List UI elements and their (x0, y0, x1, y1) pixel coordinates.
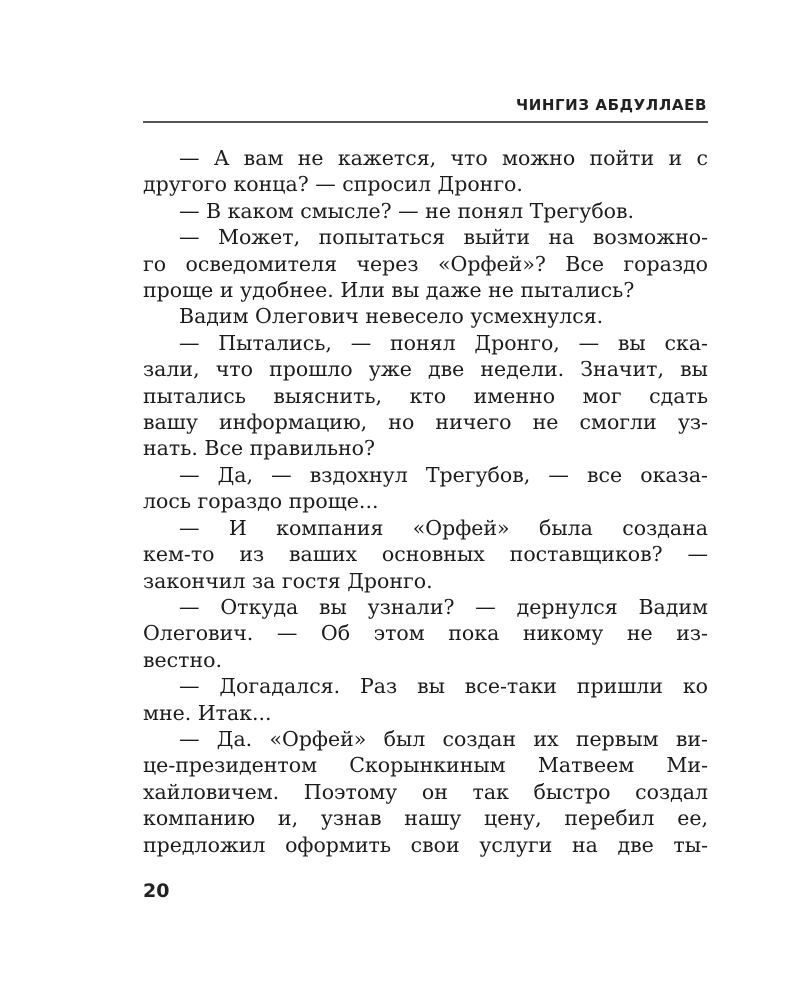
text-line: — В каком смысле? — не понял Трегубов. (179, 198, 635, 223)
body-text (143, 145, 708, 858)
text-line: лось гораздо проще... (143, 489, 379, 514)
text-line: компанию и, узнав нашу цену, перебил ее, (143, 806, 708, 831)
text-line: — И компания «Орфей» была создана (179, 515, 708, 540)
text-line: хайловичем. Поэтому он так быстро создал (143, 779, 708, 804)
text-line: це-президентом Скорынкиным Матвеем Ми- (143, 753, 708, 778)
text-line: — Откуда вы узнали? — дернулся Вадим (179, 594, 708, 619)
text-line: вестно. (143, 647, 223, 672)
text-line: мне. Итак... (143, 700, 272, 725)
text-line: — Да. «Орфей» был создан их первым ви- (179, 726, 708, 751)
text-line: — А вам не кажется, что можно пойти и с (179, 146, 708, 170)
text-line: кем-то из ваших основных поставщиков? — (143, 542, 708, 567)
header-divider (143, 121, 708, 123)
text-line: вашу информацию, но ничего не смогли уз- (143, 410, 708, 435)
text-line: зали, что прошло уже две недели. Значит, вы (143, 357, 708, 382)
text-line: предложил оформить свои услуги на две ты- (143, 832, 708, 857)
text-line: пытались выяснить, кто именно мог сдать (143, 383, 708, 408)
text-line: закончил за гостя Дронго. (143, 568, 433, 593)
text-line: Олегович. — Об этом пока никому не из- (143, 621, 708, 646)
text-line: — Да, — вздохнул Трегубов, — все оказа- (179, 462, 708, 487)
text-line: нать. Все правильно? (143, 436, 376, 461)
text-line: проще и удобнее. Или вы даже не пытались? (143, 278, 635, 303)
text-line: — Может, попытаться выйти на возможно- (179, 225, 708, 250)
running-header-author: ЧИНГИЗ АБДУЛЛАЕВ (516, 96, 707, 114)
text-line: го осведомителя через «Орфей»? Все гораздо (143, 251, 708, 276)
page-number: 20 (143, 880, 170, 902)
text-line: — Догадался. Раз вы все-таки пришли ко (179, 674, 708, 699)
text-line: другого конца? — спросил Дронго. (143, 172, 523, 197)
text-line: Вадим Олегович невесело усмехнулся. (179, 304, 604, 329)
text-line: — Пытались, — понял Дронго, — вы ска- (179, 330, 708, 355)
